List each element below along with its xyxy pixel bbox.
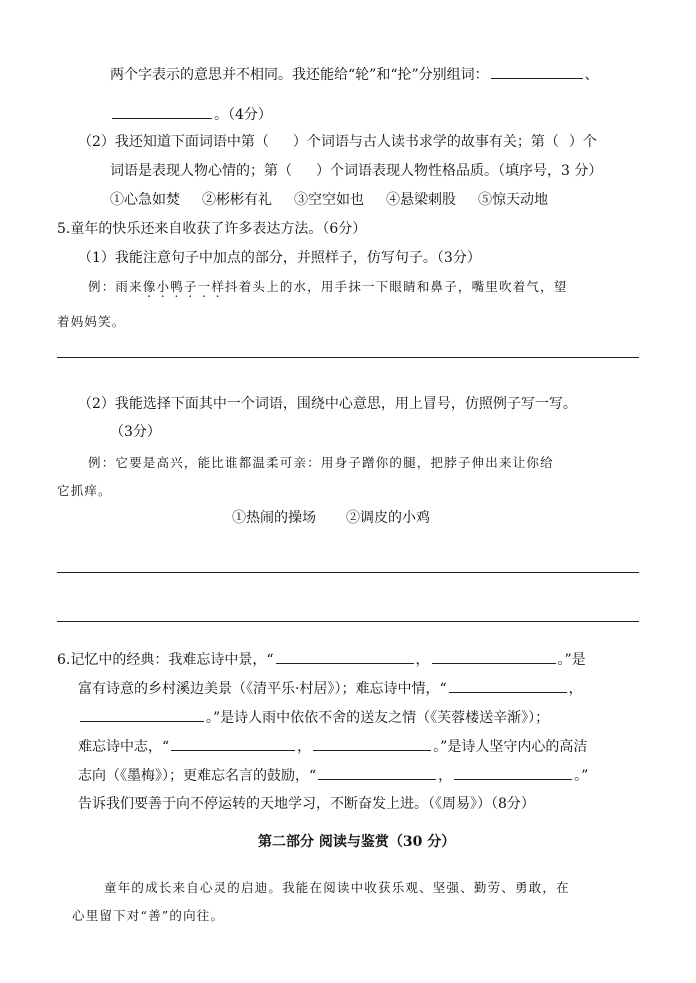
- q6-text: ，: [438, 768, 453, 784]
- example-text: 抖着头上的水，用手抹一下眼睛和鼻子，嘴里吹着气，望: [225, 279, 568, 294]
- q5-example1-line1: [88, 277, 568, 297]
- part2-intro-line1: 童年的成长来自心灵的启迪。我能在阅读中收获乐观、坚强、勤劳、勇敢，在: [104, 880, 570, 895]
- q5-example1-line2: 着妈妈笑。: [57, 314, 126, 329]
- emphasis-char: 像: [142, 279, 157, 294]
- option-3: ③空空如也: [294, 192, 364, 208]
- emphasis-char: 鸭: [170, 279, 184, 294]
- q6-text: 。”是诗人雨中依依不舍的送友之情（《芙蓉楼送辛渐》）；: [206, 710, 550, 726]
- q6-line1: [57, 649, 586, 670]
- answer-blank[interactable]: [318, 765, 436, 780]
- q4-2-options: [110, 190, 548, 210]
- answer-blank[interactable]: [171, 736, 295, 751]
- q6-text: 志向（《墨梅》）；更难忘名言的鼓励，“: [78, 768, 317, 784]
- option-5: ⑤惊天动地: [478, 192, 548, 208]
- q4-2-text: ）个词语与古人读书求学的故事有关；第（: [292, 134, 559, 150]
- part2-title: 第二部分 阅读与鉴赏（30 分）: [258, 834, 456, 850]
- q6-line5: [78, 765, 588, 786]
- q4-line2: [110, 104, 272, 125]
- choice-2: ②调皮的小鸡: [346, 510, 430, 526]
- q5-choices: [232, 508, 430, 528]
- q5-sub2: （2）我能选择下面其中一个词语，围绕中心意思，用上冒号，仿照例子写一写。: [78, 396, 577, 412]
- answer-blank[interactable]: [112, 104, 212, 119]
- q6-text: 。”: [574, 768, 589, 784]
- q6-text: 。”是诗人坚守内心的高洁: [433, 739, 588, 755]
- q4-2-line2: [110, 161, 602, 181]
- q6-line6: 告诉我们要善于向不停运转的天地学习，不断奋发上进。（《周易》）（8分）: [78, 796, 535, 812]
- emphasis-char: 子: [183, 279, 198, 294]
- emphasis-char: 小: [156, 279, 171, 294]
- q5-example2-line2: 它抓痒。: [57, 483, 112, 498]
- q4-line1: [110, 64, 599, 85]
- option-4: ④悬梁刺股: [386, 192, 456, 208]
- choice-1: ①热闹的操场: [232, 510, 316, 526]
- part2-intro-line2: 心里留下对“善”的向往。: [72, 908, 225, 923]
- answer-blank[interactable]: [276, 649, 414, 664]
- emphasis-char: 一: [197, 279, 212, 294]
- q4-2-text: 词语是表现人物心情的；第（: [110, 163, 292, 179]
- emphasis-char: 样: [211, 279, 226, 294]
- dotted-phrase: [143, 279, 225, 294]
- answer-blank[interactable]: [449, 678, 567, 693]
- q4-2-line1: [78, 132, 597, 152]
- q5-sub2-score: （3分）: [110, 424, 161, 440]
- q6-line3: [78, 707, 549, 728]
- q6-line2: [78, 678, 583, 699]
- dotted-text: [143, 279, 225, 294]
- option-1: ①心急如焚: [110, 192, 180, 208]
- q5-sub1: （1）我能注意句子中加点的部分，并照样子，仿写句子。（3分）: [78, 250, 481, 266]
- answer-line[interactable]: [57, 572, 639, 573]
- q4-2-text: ）个词语表现人物性格品质。（填序号，3 分）: [316, 163, 603, 179]
- q5-example2-line1: 例：它要是高兴，能比谁都温柔可亲：用身子蹭你的腿，把脖子伸出来让你给: [88, 455, 554, 470]
- q6-line4: [78, 736, 587, 757]
- q4-text: 两个字表示的意思并不相同。我还能给“轮”和“抡”分别组词：: [110, 67, 489, 83]
- option-2: ②彬彬有礼: [202, 192, 272, 208]
- answer-line[interactable]: [57, 357, 639, 358]
- answer-blank[interactable]: [80, 707, 204, 722]
- q6-text: ，: [415, 652, 430, 668]
- answer-blank[interactable]: [491, 64, 583, 79]
- q4-2-text: （2）我还知道下面词语中第（: [78, 134, 269, 150]
- answer-line[interactable]: [57, 621, 639, 622]
- answer-blank[interactable]: [432, 649, 556, 664]
- q6-text: ，: [568, 681, 583, 697]
- q5-title: 5.童年的快乐还来自收获了许多表达方法。（6分）: [57, 221, 367, 237]
- example-text: 例：雨来: [88, 279, 143, 294]
- q4-comma: 、: [584, 67, 599, 83]
- q4-2-text: ）个: [568, 134, 597, 150]
- q4-score: 。（4分）: [214, 107, 272, 123]
- answer-blank[interactable]: [313, 736, 431, 751]
- q6-text: 富有诗意的乡村溪边美景（《清平乐·村居》）；难忘诗中情，“: [78, 681, 447, 697]
- answer-blank[interactable]: [454, 765, 572, 780]
- q6-text: 6.记忆中的经典：我难忘诗中景，“: [57, 652, 274, 668]
- q6-text: 。”是: [557, 652, 586, 668]
- q6-text: ，: [297, 739, 312, 755]
- q6-text: 难忘诗中志，“: [78, 739, 170, 755]
